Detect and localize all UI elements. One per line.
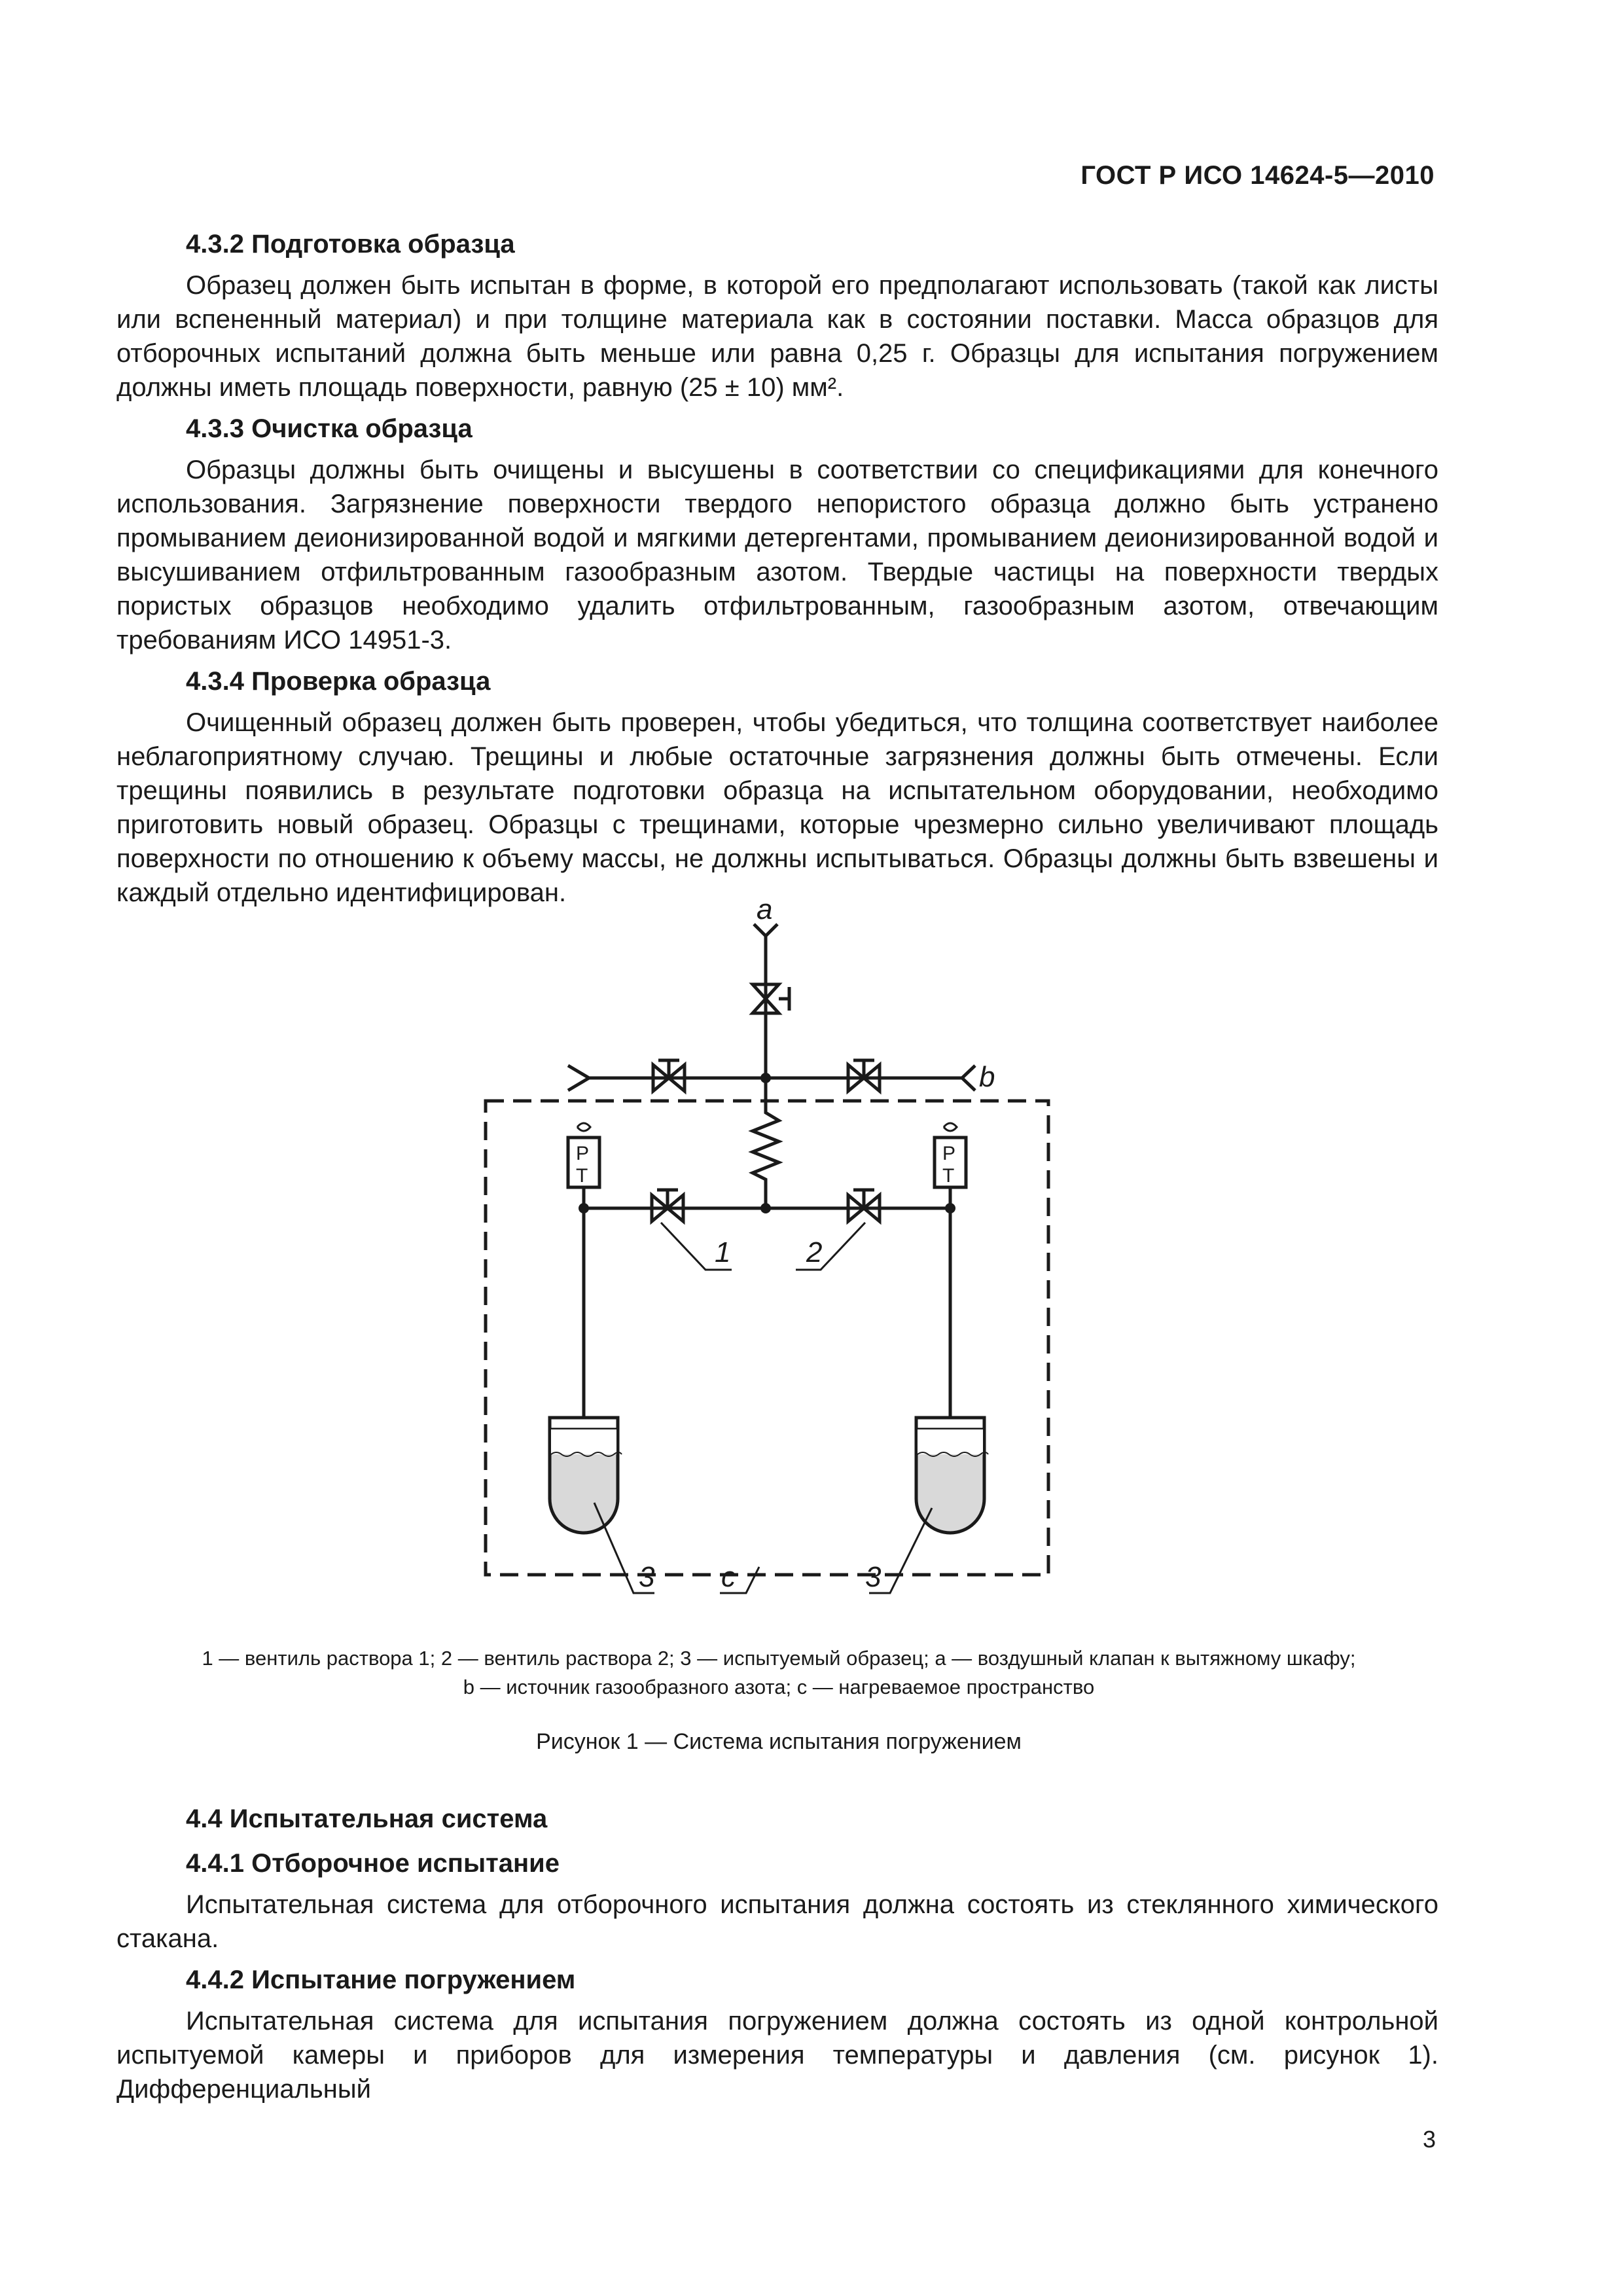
label-1: 1 — [715, 1236, 731, 1268]
section-heading-4-3-2: 4.3.2 Подготовка образца — [186, 230, 515, 259]
label-c: c — [721, 1561, 736, 1593]
figure-legend-line1: 1 — вентиль раствора 1; 2 — вентиль раствора 2; 3 — испытуемый образец; a — воздушный клапан к вытяжному шкафу; — [202, 1647, 1356, 1670]
section-text-4-3-3: Образцы должны быть очищены и высушены в соответствии со спецификациями для конечного использования. Загрязнение поверхности твердого непористого образца должно быть устранено промыванием деионизированной водой и мягкими детергентами, промыванием деионизированной водой и высушиванием отфильтрованным газообразным азотом. Твердые частицы на поверхности твердых пористых образцов необходимо удалить отфильтрованным, газообразным азотом, отвечающим требованиям ИСО 14951-3. — [116, 456, 1438, 655]
section-heading-4-3-4: 4.3.4 Проверка образца — [186, 667, 491, 696]
gauge-right-t: T — [942, 1165, 955, 1187]
section-text-4-4-2: Испытательная система для испытания погружением должна состоять из одной контрольной испытуемой камеры и приборов для измерения температуры и давления (см. рисунок 1). Дифференциальный — [116, 2007, 1438, 2104]
label-b: b — [979, 1061, 995, 1093]
section-heading-4-3-3: 4.3.3 Очистка образца — [186, 414, 473, 443]
section-text-4-3-4: Очищенный образец должен быть проверен, чтобы убедиться, что толщина соответствует наиболее неблагоприятному случаю. Трещины и любые остаточные загрязнения должны быть отмечены. Если трещины появились в результате подготовки образца на испытательном оборудовании, необходимо приготовить новый образец. Образцы с трещинами, которые чрезмерно сильно увеличивают площадь поверхности по отношению к объему массы, не должны испытываться. Образцы должны быть взвешены и каждый отдельно идентифицирован. — [116, 708, 1438, 907]
sample-vessel-right — [916, 1418, 988, 1533]
section-text-4-4-1: Испытательная система для отборочного испытания должна состоять из стеклянного химического стакана. — [116, 1890, 1438, 1953]
section-heading-4-4-2: 4.4.2 Испытание погружением — [186, 1965, 576, 1994]
label-3-right: 3 — [865, 1561, 882, 1593]
sample-vessel-left — [550, 1418, 622, 1533]
section-text-4-3-2: Образец должен быть испытан в форме, в которой его предполагают использовать (такой как листы или вспененный материал) и при толщине материала как в состоянии поставки. Масса образцов для отборочных испытаний должна быть меньше или равна 0,25 г. Образцы для испытания погружением должны иметь площадь поверхности, равную (25 ± 10) мм². — [116, 271, 1438, 402]
figure-legend — [118, 1644, 1440, 1702]
gauge-left-p: P — [576, 1143, 590, 1164]
gauge-right-p: P — [942, 1143, 956, 1164]
section-heading-4-4: 4.4 Испытательная система — [186, 1804, 548, 1833]
label-2: 2 — [806, 1236, 823, 1268]
label-a: a — [757, 893, 773, 925]
label-3-left: 3 — [639, 1561, 655, 1593]
figure-title: Рисунок 1 — Система испытания погружением — [536, 1729, 1022, 1754]
heater-zigzag — [753, 1078, 779, 1208]
immersion-test-diagram — [0, 887, 1623, 1738]
bottom-text-block — [116, 1799, 1438, 2110]
page-number: 3 — [1422, 2126, 1436, 2153]
page-header: ГОСТ Р ИСО 14624-5—2010 — [1080, 161, 1435, 190]
top-text-block — [116, 224, 1438, 914]
section-heading-4-4-1: 4.4.1 Отборочное испытание — [186, 1849, 560, 1878]
gauge-left-t: T — [576, 1165, 588, 1187]
figure-legend-line2: b — источник газообразного азота; c — нагреваемое пространство — [463, 1676, 1095, 1698]
